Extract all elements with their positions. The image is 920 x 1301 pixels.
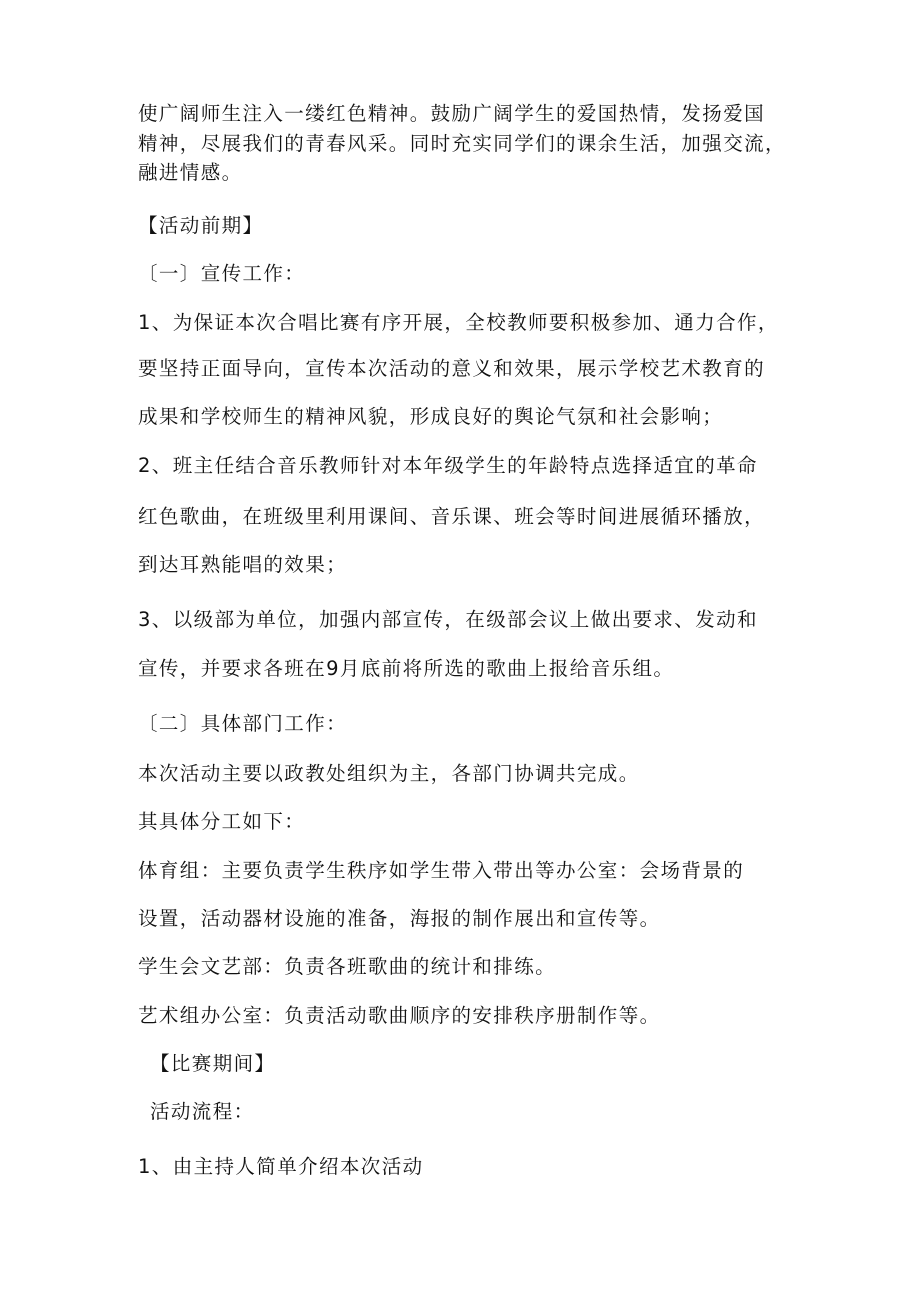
- art-office-duty: 艺术组办公室：负责活动歌曲顺序的安排秩序册制作等。: [138, 1004, 661, 1027]
- intro-line-2: 精神，尽展我们的青春风采。同时充实同学们的课余生活，加强交流，: [138, 132, 786, 155]
- item-1-line-3: 成果和学校师生的精神风貌，形成良好的舆论气氛和社会影响；: [138, 405, 724, 428]
- intro-line-1: 使广阔师生注入一缕红色精神。鼓励广阔学生的爱国热情，发扬爱国: [138, 102, 766, 125]
- subsection-heading-publicity: 〔一〕宣传工作：: [138, 262, 306, 285]
- department-intro: 本次活动主要以政教处组织为主，各部门协调共完成。: [138, 762, 640, 785]
- item-2-line-3: 到达耳熟能唱的效果；: [138, 553, 348, 576]
- section-heading-during-competition: 【比赛期间】: [150, 1052, 276, 1075]
- item-1-line-1: 1、为保证本次合唱比赛有序开展，全校教师要积极参加、通力合作，: [138, 311, 779, 334]
- student-union-duty: 学生会文艺部：负责各班歌曲的统计和排练。: [138, 955, 557, 978]
- process-title: 活动流程：: [150, 1100, 255, 1123]
- process-step-1: 1、由主持人简单介绍本次活动: [138, 1155, 424, 1178]
- sports-group-line-1: 体育组：主要负责学生秩序如学生带入带出等办公室：会场背景的: [138, 859, 745, 882]
- item-1-line-2: 要坚持正面导向，宣传本次活动的意义和效果，展示学校艺术教育的: [138, 357, 766, 380]
- intro-line-3: 融进情感。: [138, 161, 243, 184]
- item-3-line-2: 宣传，并要求各班在9月底前将所选的歌曲上报给音乐组。: [138, 657, 675, 680]
- item-2-line-1: 2、班主任结合音乐教师针对本年级学生的年龄特点选择适宜的革命: [138, 454, 758, 477]
- section-heading-pre-activity: 【活动前期】: [138, 214, 264, 237]
- sports-group-line-2: 设置，活动器材设施的准备，海报的制作展出和宣传等。: [138, 907, 661, 930]
- division-intro: 其具体分工如下：: [138, 810, 306, 833]
- item-2-line-2: 红色歌曲，在班级里利用课间、音乐课、班会等时间进展循环播放，: [138, 505, 766, 528]
- subsection-heading-departments: 〔二〕具体部门工作：: [138, 712, 348, 735]
- item-3-line-1: 3、以级部为单位，加强内部宣传，在级部会议上做出要求、发动和: [138, 608, 758, 631]
